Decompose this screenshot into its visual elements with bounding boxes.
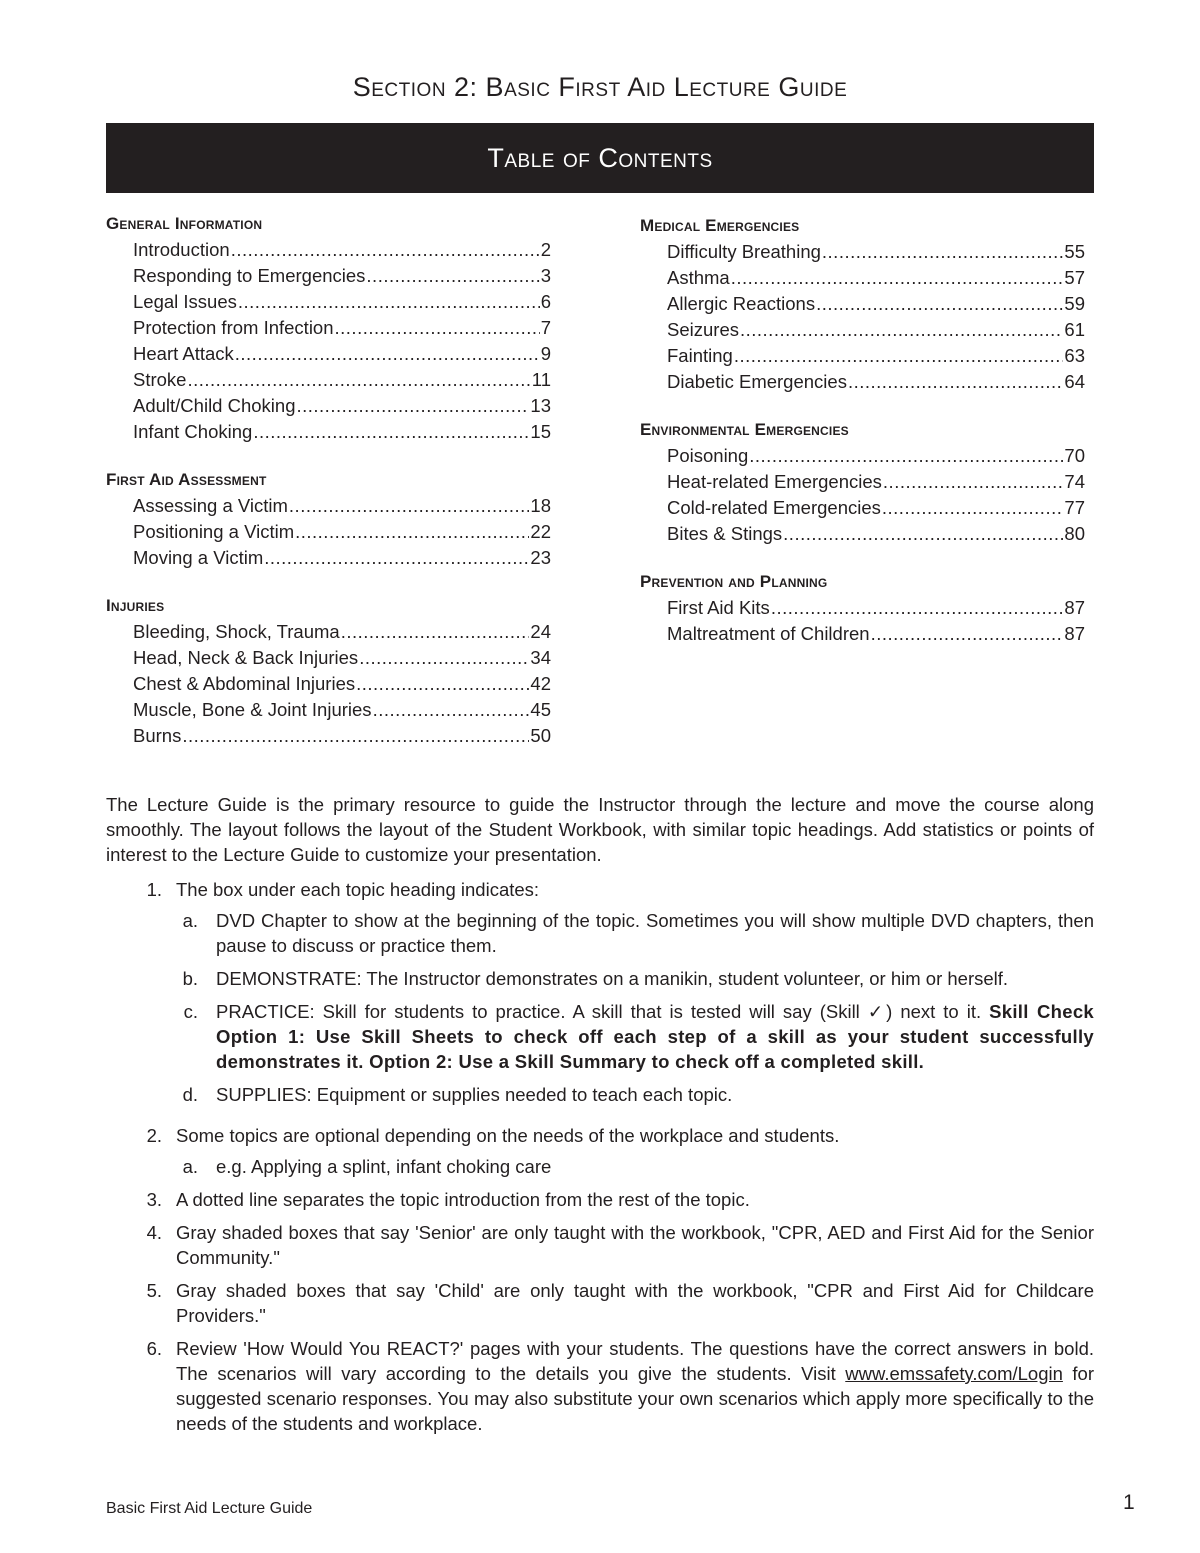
toc-entry[interactable] [133,263,551,289]
toc-leader-dots [295,519,529,545]
list-text: A dotted line separates the topic introduction from the rest of the topic. [176,1189,750,1210]
toc-entry[interactable] [133,367,551,393]
toc-entry[interactable] [667,291,1085,317]
toc-entry-label: Chest & Abdominal Injuries [133,673,356,694]
toc-entry-page: 80 [1064,523,1085,544]
toc-entry-page: 64 [1064,371,1085,392]
toc-entry[interactable] [667,469,1085,495]
list-text: The box under each topic heading indicates: [176,879,540,900]
toc-entry[interactable] [133,619,551,645]
list-number: 4. [146,1222,162,1243]
toc-entry-label: Moving a Victim [133,547,264,568]
toc-leader-dots [296,393,529,419]
toc-section-heading: Environmental Emergencies [640,420,849,439]
toc-leader-dots [883,469,1064,495]
toc-leader-dots [356,671,529,697]
toc-leader-dots [816,291,1063,317]
toc-entry[interactable] [133,645,551,671]
toc-entry-label: Burns [133,725,182,746]
toc-leader-dots [373,697,530,723]
list-item [106,877,1094,1115]
toc-entry-label: Difficulty Breathing [667,241,821,262]
toc-entry-label: Fainting [667,345,733,366]
toc-entry[interactable] [133,341,551,367]
toc-entry[interactable] [133,545,551,571]
list-number: 6. [146,1338,162,1359]
toc-entry-label: Infant Choking [133,421,253,442]
sublist-letter: b. [182,968,198,989]
toc-leader-dots [871,621,1064,647]
toc-leader-dots [734,343,1064,369]
toc-entry[interactable] [667,443,1085,469]
page-number: 1 [1123,1491,1135,1514]
toc-leader-dots [731,265,1064,291]
toc-entry-page: 9 [540,343,551,364]
sublist-letter: a. [182,910,198,931]
toc-entry-label: First Aid Kits [667,597,770,618]
toc-section-heading: General Information [106,214,263,233]
practice-text: PRACTICE: Skill for students to practice. A skill that is tested will say (Skill ✓) next to it. [216,1001,982,1022]
toc-leader-dots [289,493,530,519]
toc-entry[interactable] [133,723,551,749]
toc-entry[interactable] [133,289,551,315]
toc-section [640,417,1085,547]
toc-entry-label: Positioning a Victim [133,521,295,542]
toc-entry-label: Bleeding, Shock, Trauma [133,621,340,642]
toc-entry-page: 3 [540,265,551,286]
toc-entry[interactable] [133,697,551,723]
toc-entry[interactable] [667,595,1085,621]
list-number: 2. [146,1125,162,1146]
toc-entry-page: 70 [1064,445,1085,466]
toc-entry-label: Maltreatment of Children [667,623,870,644]
toc-entry[interactable] [133,519,551,545]
toc-entry-page: 24 [530,621,551,642]
toc-entry[interactable] [133,671,551,697]
list-item [106,1187,1094,1212]
toc-entry-page: 18 [530,495,551,516]
toc-section [640,569,1085,647]
toc-leader-dots [238,289,540,315]
toc-entry-label: Stroke [133,369,187,390]
toc-entry[interactable] [667,343,1085,369]
toc-leader-dots [341,619,530,645]
toc-entry-label: Heat-related Emergencies [667,471,882,492]
toc-section [106,211,551,445]
toc-banner-label: Table of Contents [487,142,713,173]
sublist-letter: c. [183,1001,198,1022]
toc-left-column [106,211,551,771]
toc-section-heading: First Aid Assessment [106,470,267,489]
instructions [106,792,1094,1444]
sublist-text: DVD Chapter to show at the beginning of the topic. Sometimes you will show multiple DVD chapters, then pause to discuss or practice them. [216,910,1094,956]
toc-entry-page: 23 [530,547,551,568]
toc-section [106,467,551,571]
toc-entry-label: Poisoning [667,445,749,466]
toc-entry[interactable] [133,419,551,445]
toc-entry-page: 50 [530,725,551,746]
toc-entry-page: 42 [530,673,551,694]
toc-section-heading: Prevention and Planning [640,572,828,591]
toc-entry-page: 61 [1064,319,1085,340]
sublist-item [176,908,1094,958]
toc-entry-page: 55 [1064,241,1085,262]
toc-leader-dots [771,595,1064,621]
toc-entry-label: Head, Neck & Back Injuries [133,647,359,668]
toc-leader-dots [882,495,1064,521]
list-number: 1. [146,879,162,900]
toc-entry-page: 34 [530,647,551,668]
toc-leader-dots [359,645,529,671]
toc-entry-label: Adult/Child Choking [133,395,296,416]
toc-entry-page: 11 [531,369,551,390]
list-text: Some topics are optional depending on the needs of the workplace and students. [176,1125,840,1146]
toc-entry-page: 45 [530,699,551,720]
toc-leader-dots [187,367,530,393]
sublist-item [176,966,1094,991]
toc-leader-dots [182,723,529,749]
list-text: Gray shaded boxes that say 'Child' are only taught with the workbook, "CPR and First Aid for Childcare Providers." [176,1280,1094,1326]
toc-leader-dots [822,239,1064,265]
toc-entry[interactable] [133,393,551,419]
instruction-list [106,877,1094,1436]
list-item [106,1278,1094,1328]
toc-leader-dots [235,341,540,367]
list-item [106,1123,1094,1179]
sublist-item [176,1082,1094,1107]
toc-entry-label: Allergic Reactions [667,293,816,314]
toc-entry-page: 6 [540,291,551,312]
sublist-letter: a. [182,1156,198,1177]
list-item [106,1336,1094,1436]
toc-leader-dots [783,521,1063,547]
toc-entry-label: Assessing a Victim [133,495,288,516]
list-text [176,1336,1094,1436]
toc-entry-label: Seizures [667,319,739,340]
intro-paragraph: The Lecture Guide is the primary resource to guide the Instructor through the lecture and move the course along smoothly. The layout follows the layout of the Student Workbook, with similar topic headings. Add statistics or points of interest to the Lecture Guide to customize your presentation. [106,794,1094,865]
toc-entry-label: Diabetic Emergencies [667,371,847,392]
toc-entry-page: 15 [530,421,551,442]
toc-entry-page: 77 [1064,497,1085,518]
login-link[interactable]: www.emssafety.com/Login [845,1363,1063,1384]
list-number: 5. [146,1280,162,1301]
footer-title: Basic First Aid Lecture Guide [106,1500,313,1517]
toc-leader-dots [749,443,1063,469]
sublist-text: e.g. Applying a splint, infant choking care [216,1156,552,1177]
toc-entry[interactable] [667,239,1085,265]
sublist-item [176,1154,1094,1179]
sublist-letter: d. [182,1084,198,1105]
toc-entry-label: Protection from Infection [133,317,334,338]
toc-entry-page: 87 [1064,597,1085,618]
page-title: Section 2: Basic First Aid Lecture Guide [352,72,848,102]
toc-banner [106,123,1094,193]
toc-entry-page: 13 [530,395,551,416]
toc-entry[interactable] [667,265,1085,291]
toc-section [640,213,1085,395]
list-text-part: for suggested scenario responses. You may also substitute your own scenarios which apply more specifically to the needs of the students and workplace. [176,1363,1095,1434]
list-number: 3. [146,1189,162,1210]
toc-leader-dots [264,545,529,571]
toc-leader-dots [335,315,540,341]
toc-entry-page: 57 [1064,267,1085,288]
toc-entry-label: Legal Issues [133,291,237,312]
toc-entry-page: 63 [1064,345,1085,366]
sublist [176,908,1094,1107]
toc-section-heading: Injuries [106,596,165,615]
toc-entry-page: 59 [1064,293,1085,314]
toc-entry-page: 87 [1064,623,1085,644]
toc-entry-page: 7 [540,317,551,338]
toc-entry-label: Asthma [667,267,730,288]
toc-entry-label: Introduction [133,239,230,260]
toc-leader-dots [253,419,529,445]
toc-entry[interactable] [667,317,1085,343]
toc-entry-page: 22 [530,521,551,542]
toc-entry[interactable] [667,369,1085,395]
toc-entry[interactable] [133,315,551,341]
toc-section [106,593,551,749]
toc-section-heading: Medical Emergencies [640,216,800,235]
toc-right-column [640,213,1085,669]
sublist-text [216,999,1094,1074]
toc-entry[interactable] [133,493,551,519]
toc-leader-dots [848,369,1063,395]
toc-leader-dots [740,317,1063,343]
toc-entry[interactable] [133,237,551,263]
toc-entry-label: Cold-related Emergencies [667,497,881,518]
toc-entry[interactable] [667,621,1085,647]
sublist-item [176,999,1094,1074]
toc-leader-dots [231,237,540,263]
toc-leader-dots [366,263,539,289]
toc-entry-page: 2 [540,239,551,260]
sublist-text: DEMONSTRATE: The Instructor demonstrates on a manikin, student volunteer, or him or herself. [216,968,1009,989]
toc-entry[interactable] [667,495,1085,521]
sublist [176,1154,1094,1179]
list-item [106,1220,1094,1270]
list-text-part: Review 'How Would You REACT?' pages with your students. The questions have the correct answers in bold. The scenarios will vary according to the details you give the students. Visit [176,1338,1094,1384]
toc-entry-label: Muscle, Bone & Joint Injuries [133,699,372,720]
toc-entry[interactable] [667,521,1085,547]
list-text: Gray shaded boxes that say 'Senior' are only taught with the workbook, "CPR, AED and First Aid for the Senior Community." [176,1222,1094,1268]
skill-check-note: Skill Check Option 1: Use Skill Sheets to check off each step of a skill as your student successfully demonstrates it. Option 2: Use a Skill Summary to check off a completed skill. [216,1001,1095,1072]
toc-entry-label: Bites & Stings [667,523,783,544]
toc-entry-label: Heart Attack [133,343,234,364]
sublist-text: SUPPLIES: Equipment or supplies needed to teach each topic. [216,1084,733,1105]
toc-entry-page: 74 [1064,471,1085,492]
toc-entry-label: Responding to Emergencies [133,265,366,286]
